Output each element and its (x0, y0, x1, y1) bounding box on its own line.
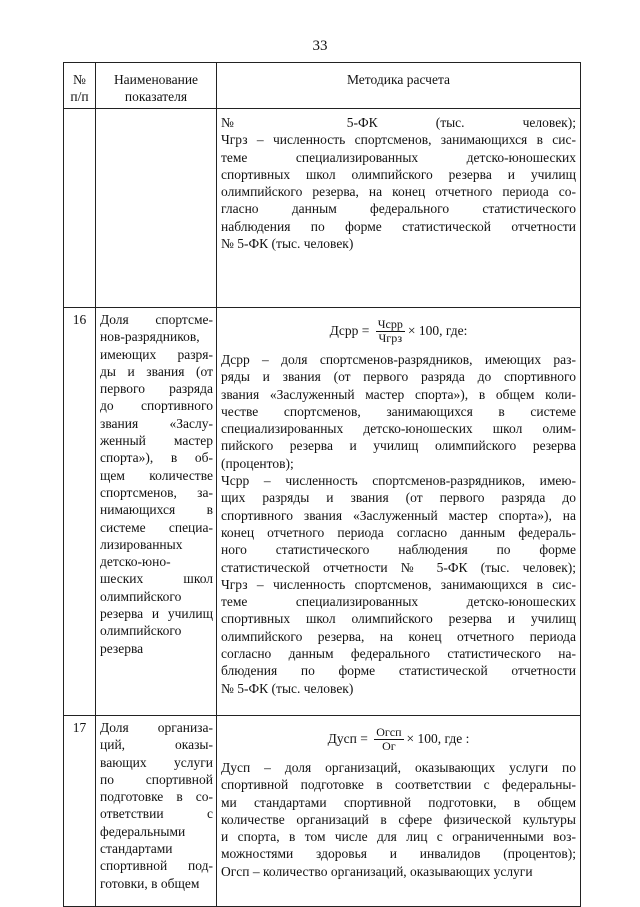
text-line: № 5-ФК (тыс. человек); (221, 115, 576, 130)
text-line: согласно данным федерального статистического на- (221, 646, 576, 662)
text-line: Доля спортсме- (100, 312, 213, 327)
text-line: наблюдения по форме статистической отчетности (221, 218, 576, 234)
text-line: Доля организа- (100, 720, 213, 735)
table-header-row (64, 63, 581, 109)
formula-fraction (376, 318, 405, 345)
text-line: лизированных (100, 536, 183, 552)
text-line: стандартами (100, 841, 173, 857)
text-line: количестве организаций в сфере физической культуры (221, 811, 576, 827)
text-line: имеющих разря- (100, 346, 213, 362)
text-line: ций, оказы- (100, 737, 213, 753)
method-cell (217, 308, 581, 716)
text-line: спортивных школ олимпийского резерва и училищ (221, 166, 576, 182)
text-line: вающих услуги (100, 754, 213, 770)
text-line: спортивной под- (100, 858, 213, 874)
text-line: ряды и звания (от первого разряда до спортивного (221, 369, 576, 385)
text-line: федеральными (100, 823, 186, 839)
header-number-line: п/п (70, 89, 89, 104)
text-line: звания «Заслуженный мастер спорта»), в общем коли- (221, 386, 576, 402)
text-line: гласно данным федерального статистического (221, 201, 576, 217)
text-line: щем количестве (100, 467, 213, 483)
text-line: олимпийского резерва, на конец отчетного периода (221, 628, 576, 644)
formula: Дсрр = $\frac{\text{Чсрр}}{\text{Чгрз}}$ × 100, где: (329, 316, 468, 345)
text-line: готовки, в общем (100, 875, 200, 891)
row-name-cell (96, 109, 217, 308)
text-line: нимающихся в (100, 502, 213, 518)
text-line: Дсрр – доля спортсменов-разрядников, имеющих раз- (221, 352, 576, 367)
row-number-cell (64, 109, 96, 308)
text-line: пийского резерва и училищ олимпийского резерва (221, 438, 576, 454)
formula-lhs: Дсрр (329, 323, 359, 339)
header-number (64, 63, 96, 109)
header-name-line: Наименование (113, 72, 199, 87)
formula-rhs: × 100, где : (406, 731, 470, 747)
method-text (221, 114, 576, 252)
indicator-name (96, 716, 217, 907)
header-number-line: № (73, 72, 86, 87)
text-line: Огсп – количество организаций, оказывающих услуги (221, 863, 533, 879)
table-row (64, 308, 581, 716)
text-line: конец отчетного периода согласно данным федераль- (221, 524, 576, 540)
text-line: спортсменов, за- (100, 484, 213, 500)
text-line: честве спортсменов, занимающихся в системе (221, 403, 576, 419)
text-line: олимпийского (100, 623, 182, 639)
text-line: системе специа- (100, 519, 213, 535)
formula-denominator: Ог (382, 738, 396, 753)
text-line: звания «Заслу- (100, 415, 213, 431)
method-cell (217, 109, 581, 308)
formula-rhs: × 100, где: (407, 323, 468, 339)
text-line: ми стандартами спортивной подготовки, в общем (221, 794, 576, 810)
text-line: Чгрз – численность спортсменов, занимающихся в сис- (221, 132, 576, 148)
text-line: ды и звания (от (100, 363, 213, 379)
method-cell (217, 716, 581, 907)
indicator-name (96, 308, 217, 716)
row-number: 17 (64, 716, 96, 907)
text-line: первого разряда (100, 381, 213, 397)
text-line: женный мастер (100, 433, 213, 449)
text-line: специализированных детско-юношеских школ олим- (221, 421, 576, 437)
text-line: ответствии с (100, 806, 213, 822)
text-line: статистической отчетности № 5-ФК (тыс. человек); (221, 559, 576, 575)
header-method: Методика расчета (217, 63, 581, 109)
text-line: щих разряды и звания (от первого разряда до (221, 490, 576, 506)
text-line: резерва (100, 640, 144, 656)
method-text (221, 351, 576, 697)
text-line: Чгрз – численность спортсменов, занимающихся в сис- (221, 576, 576, 592)
table-row (64, 109, 581, 308)
text-line: детско-юно- (100, 554, 171, 570)
text-line: (процентов); (221, 455, 294, 471)
text-line: подготовке в со- (100, 789, 213, 805)
text-line: № 5-ФК (тыс. человек) (221, 680, 354, 696)
formula-numerator: Огсп (376, 724, 402, 739)
text-line: резерва и училищ (100, 606, 213, 622)
text-line: блюдения по форме статистической отчетности (221, 663, 576, 679)
text-line: № 5-ФК (тыс. человек) (221, 236, 354, 252)
text-line: шеских школ (100, 571, 213, 587)
formula-numerator: Чсрр (377, 316, 403, 331)
table-row (64, 716, 581, 907)
page-number: 33 (312, 38, 328, 54)
indicator-name-text (100, 311, 213, 657)
text-line: теме специализированных детско-юношеских (221, 149, 576, 165)
text-line: можностями здоровья и инвалидов (процентов); (221, 846, 576, 862)
formula-fraction (374, 726, 403, 753)
text-line: спортивной подготовке в соответствии с федеральны- (221, 777, 576, 793)
text-line: олимпийского резерва, на конец отчетного периода со- (221, 184, 576, 200)
formula: Дусп = $\frac{\text{Огсп}}{Ог}$ × 100, где : (327, 724, 470, 753)
row-number: 16 (64, 308, 96, 716)
text-line: олимпийского (100, 588, 182, 604)
formula-lhs: Дусп (327, 731, 357, 747)
text-line: спортивных школ олимпийского резерва и училищ (221, 611, 576, 627)
text-line: по спортивной (100, 771, 213, 787)
text-line: Дусп – доля организаций, оказывающих услуги по (221, 760, 576, 775)
method-text (221, 759, 576, 880)
indicator-name-text (100, 719, 213, 892)
text-line: нов-разрядников, (100, 329, 200, 345)
text-line: теме специализированных детско-юношеских (221, 594, 576, 610)
indicator-table (63, 62, 581, 907)
formula-denominator: Чгрз (378, 330, 403, 345)
text-line: спорта»), в об- (100, 450, 213, 466)
text-line: и спорта, в том числе для лиц с ограниченными воз- (221, 829, 576, 845)
text-line: Чсрр – численность спортсменов-разрядников, имею- (221, 473, 576, 489)
header-name-line: показателя (124, 89, 188, 104)
header-name (96, 63, 217, 109)
text-line: спортивного звания «Заслуженный мастер спорта»), на (221, 507, 576, 523)
text-line: ного статистического наблюдения по форме (221, 542, 576, 558)
text-line: до спортивного (100, 398, 213, 414)
